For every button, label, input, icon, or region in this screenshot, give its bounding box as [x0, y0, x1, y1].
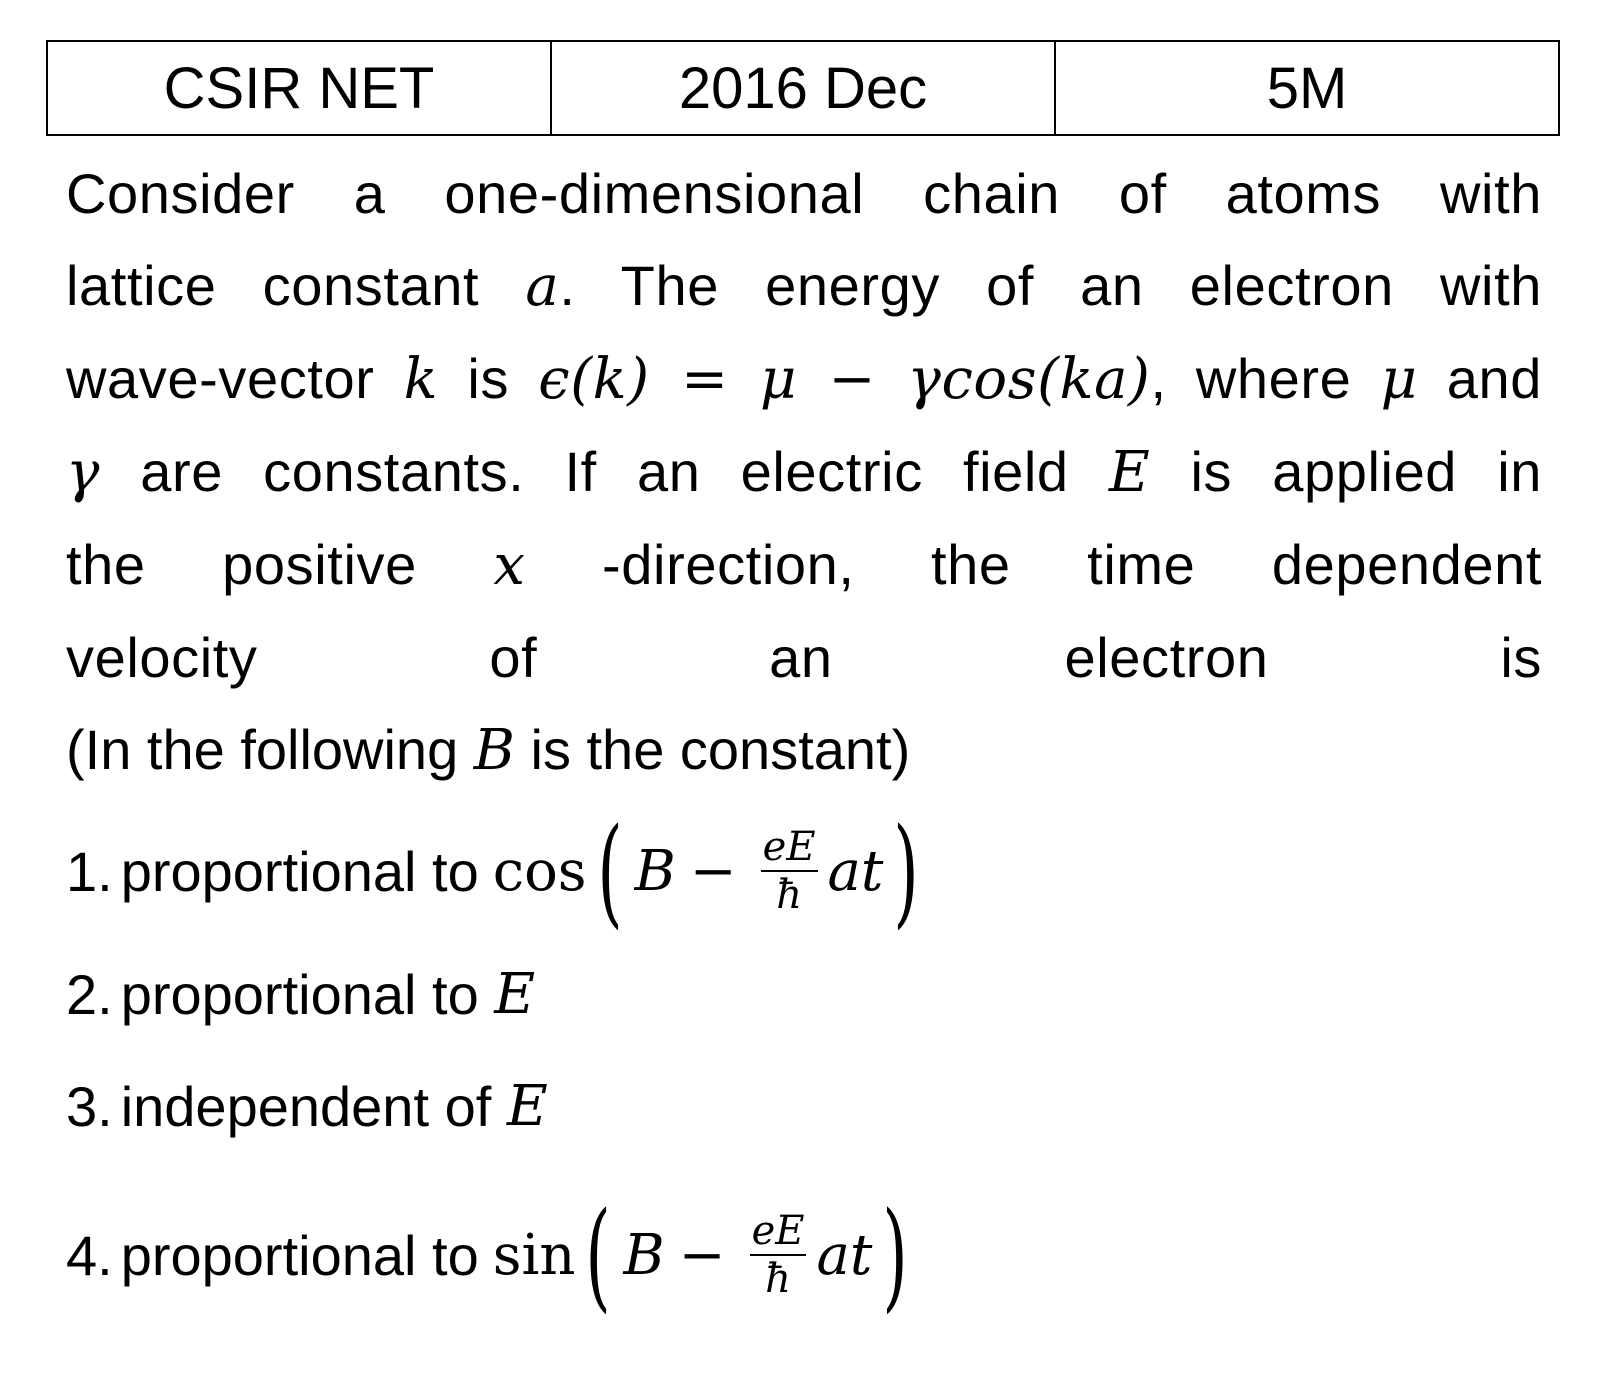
question-line-4: [66, 426, 1542, 519]
text-segment: is applied in: [1150, 440, 1542, 503]
text-segment: wave-vector: [66, 347, 404, 410]
option-text: independent of: [120, 1075, 507, 1138]
header-table: [46, 40, 1560, 136]
text-segment: , where: [1150, 347, 1381, 410]
option-number: 2.: [66, 963, 113, 1026]
math-var-E: E: [1108, 440, 1151, 505]
question-line-2: [66, 240, 1542, 333]
option-4[interactable]: [66, 1186, 909, 1324]
math-var-E: E: [494, 962, 536, 1027]
minus-sign: −: [689, 838, 737, 904]
text-segment: -direction, the time dependent: [525, 533, 1542, 596]
math-var-k: k: [403, 347, 439, 412]
option-number: 4.: [66, 1223, 113, 1287]
text-segment: is: [438, 347, 539, 410]
option-expression: [611, 1208, 882, 1302]
math-var-x: x: [493, 533, 526, 598]
fraction-denominator: ħ: [765, 1256, 791, 1302]
question-line-7: [66, 704, 1542, 797]
function-cos: cos: [492, 838, 587, 904]
header-row: [47, 41, 1559, 135]
math-var-B: B: [634, 838, 676, 904]
text-segment: (In the following: [66, 718, 474, 781]
option-number: 3.: [66, 1075, 113, 1138]
math-at: at: [827, 838, 884, 904]
question-line-3: [66, 333, 1542, 426]
text-segment: the positive: [66, 533, 494, 596]
exam-name-cell: CSIR NET: [47, 41, 551, 135]
math-var-B: B: [473, 718, 515, 783]
fraction-numerator: eE: [751, 1208, 805, 1254]
left-paren: (: [596, 802, 623, 940]
minus-sign: −: [678, 1222, 726, 1288]
math-var-E: E: [506, 1074, 548, 1139]
text-segment: lattice constant: [66, 254, 526, 317]
question-line-6: velocity of an electron is: [66, 626, 1542, 689]
math-var-a: a: [525, 254, 560, 319]
fraction: [750, 1208, 807, 1302]
math-var-gamma: γ: [66, 440, 101, 505]
option-number: 1.: [66, 839, 113, 903]
text-segment: is the constant): [514, 718, 911, 781]
text-segment: . The energy of an electron with: [559, 254, 1542, 317]
option-2[interactable]: [66, 962, 535, 1027]
question-line-1: Consider a one-dimensional chain of atoms with: [66, 162, 1542, 225]
right-paren: ): [882, 1186, 909, 1324]
math-var-mu: μ: [1380, 347, 1418, 412]
question-text: [66, 148, 1542, 797]
fraction: [761, 824, 818, 918]
option-expression: [623, 824, 894, 918]
exam-session-cell: 2016 Dec: [551, 41, 1055, 135]
fraction-numerator: eE: [762, 824, 816, 870]
marks-cell: 5M: [1055, 41, 1559, 135]
option-text: proportional to: [120, 1223, 479, 1287]
option-3[interactable]: [66, 1074, 548, 1139]
option-1[interactable]: [66, 802, 920, 940]
dispersion-equation: ϵ(k) = μ − γcos(ka): [538, 347, 1151, 412]
text-segment: and: [1417, 347, 1543, 410]
right-paren: ): [893, 802, 920, 940]
math-var-B: B: [623, 1222, 665, 1288]
option-text: proportional to: [120, 963, 495, 1026]
math-at: at: [816, 1222, 873, 1288]
fraction-denominator: ħ: [776, 872, 802, 918]
text-segment: are constants. If an electric field: [100, 440, 1109, 503]
left-paren: (: [585, 1186, 612, 1324]
function-sin: sin: [492, 1222, 576, 1288]
option-text: proportional to: [120, 839, 479, 903]
question-line-5: [66, 519, 1542, 612]
